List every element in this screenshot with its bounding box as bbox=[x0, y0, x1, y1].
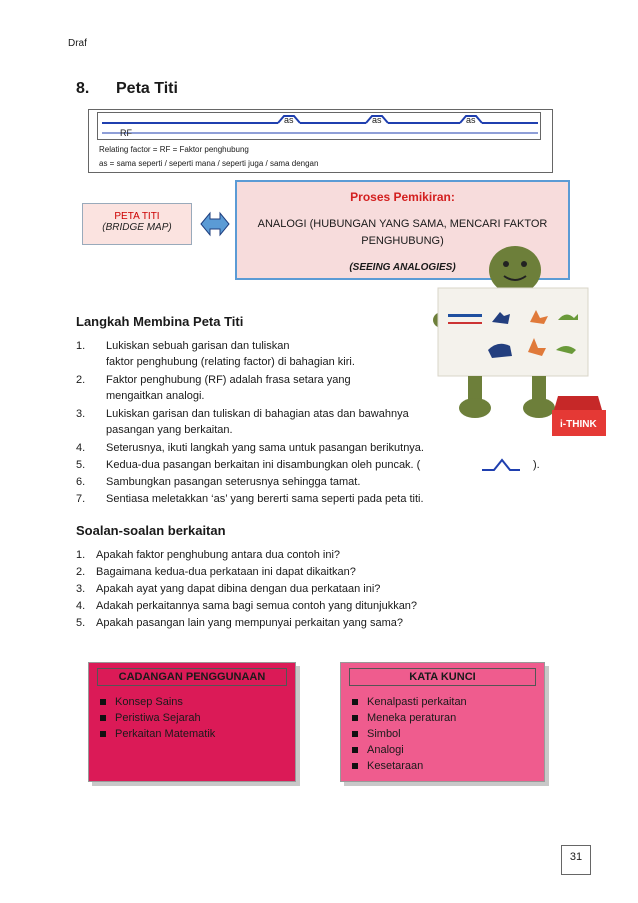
thinking-process-subtitle: (SEEING ANALOGIES) bbox=[349, 262, 456, 273]
bridge-map-subtitle: (BRIDGE MAP) bbox=[102, 222, 172, 233]
draft-label: Draf bbox=[68, 38, 87, 49]
relating-factor-box bbox=[88, 109, 553, 173]
list-item: Konsep Sains bbox=[99, 694, 215, 710]
list-item: Meneka peraturan bbox=[351, 710, 467, 726]
questions-heading: Soalan-soalan berkaitan bbox=[76, 523, 226, 538]
robot-head-icon bbox=[489, 246, 541, 294]
list-item: Kesetaraan bbox=[351, 758, 467, 774]
robot-foot-icon bbox=[523, 398, 555, 418]
analogy-board bbox=[438, 288, 588, 376]
as-label: as bbox=[372, 115, 382, 125]
rf-description: Relating factor = RF = Faktor penghubung bbox=[99, 145, 249, 154]
steps-heading: Langkah Membina Peta Titi bbox=[76, 314, 244, 329]
rf-label: RF bbox=[120, 128, 132, 138]
robot-illustration bbox=[430, 240, 610, 440]
thinking-process-body: ANALOGI (HUBUNGAN YANG SAMA, MENCARI FAKTOR PENGHUBUNG) bbox=[257, 218, 548, 247]
list-item: Kenalpasti perkaitan bbox=[351, 694, 467, 710]
usage-suggestions-list bbox=[99, 694, 215, 742]
page-number: 31 bbox=[561, 845, 591, 875]
keywords-box bbox=[340, 662, 545, 782]
list-item: Peristiwa Sejarah bbox=[99, 710, 215, 726]
robot-foot-icon bbox=[459, 398, 491, 418]
bridge-map-label bbox=[82, 203, 192, 245]
keywords-title: KATA KUNCI bbox=[349, 668, 536, 686]
bridge-map-title: PETA TITI bbox=[114, 211, 160, 222]
list-item: Simbol bbox=[351, 726, 467, 742]
as-label: as bbox=[284, 115, 294, 125]
list-item: Analogi bbox=[351, 742, 467, 758]
thinking-process-title: Proses Pemikiran: bbox=[350, 190, 455, 204]
bridge-diagram bbox=[97, 112, 541, 140]
list-item: Perkaitan Matematik bbox=[99, 726, 215, 742]
usage-suggestions-title: CADANGAN PENGGUNAAN bbox=[97, 668, 287, 686]
as-label: as bbox=[466, 115, 476, 125]
keywords-list bbox=[351, 694, 467, 774]
section-number: 8. bbox=[76, 80, 90, 97]
double-arrow-icon bbox=[200, 210, 230, 238]
toolbox-label: i-THINK bbox=[560, 419, 597, 430]
as-description: as = sama seperti / seperti mana / seperti juga / sama dengan bbox=[99, 159, 319, 168]
usage-suggestions-box bbox=[88, 662, 296, 782]
section-title: Peta Titi bbox=[116, 80, 178, 97]
peak-icon bbox=[480, 457, 522, 473]
